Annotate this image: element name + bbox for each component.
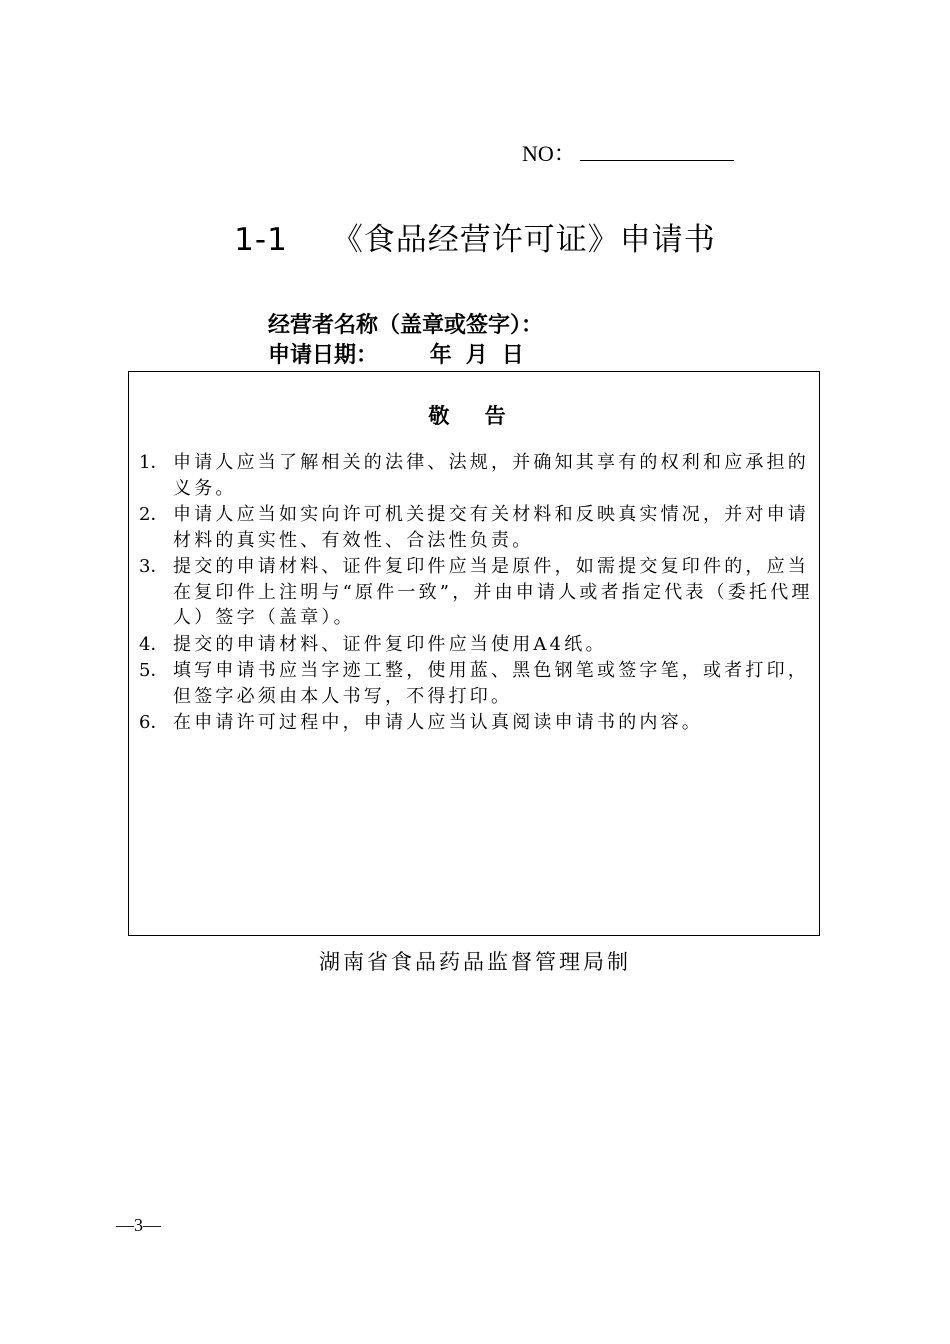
notice-item xyxy=(139,502,815,553)
notice-item-text: 提交的申请材料、证件复印件应当使用A4纸。 xyxy=(173,633,607,655)
notice-item xyxy=(139,632,815,658)
notice-item-text: 申请人应当如实向许可机关提交有关材料和反映真实情况，并对申请材料的真实性、有效性、合法性负责。 xyxy=(173,504,809,551)
notice-item-index: 2． xyxy=(139,504,169,525)
issuing-organization: 湖南省食品药品监督管理局制 xyxy=(319,950,631,974)
date-day-label: 日 xyxy=(501,343,524,368)
application-date-label: 申请日期： xyxy=(268,343,379,368)
notice-item-text: 提交的申请材料、证件复印件应当是原件，如需提交复印件的，应当在复印件上注明与“原件一致”，并由申请人或者指定代表（委托代理人）签字（盖章）。 xyxy=(173,556,813,628)
notice-item-text: 在申请许可过程中，申请人应当认真阅读申请书的内容。 xyxy=(173,712,703,733)
title-number: 1-1 xyxy=(234,222,288,258)
date-year-label: 年 xyxy=(429,343,452,368)
document-number-label: NO： xyxy=(522,141,576,166)
notice-item-index: 5． xyxy=(139,660,169,681)
application-date-line xyxy=(268,342,524,370)
notice-item xyxy=(139,710,815,736)
notice-item-text: 填写申请书应当字迹工整，使用蓝、黑色钢笔或签字笔，或者打印，但签字必须由本人书写，不得打印。 xyxy=(173,660,809,707)
notice-item-index: 1． xyxy=(139,452,169,473)
notice-item-text: 申请人应当了解相关的法律、法规，并确知其享有的权利和应承担的义务。 xyxy=(173,452,809,499)
document-number-field xyxy=(522,138,734,168)
page-number: —3— xyxy=(116,1215,161,1235)
date-month-label: 月 xyxy=(465,343,488,368)
title-text: 《食品经营许可证》申请书 xyxy=(331,222,716,258)
notice-item-index: 3． xyxy=(139,556,169,577)
document-number-blank xyxy=(580,138,734,161)
operator-name-label: 经营者名称（盖章或签字）： xyxy=(268,313,544,338)
notice-item-index: 4． xyxy=(139,633,169,655)
notice-item xyxy=(139,658,815,709)
notice-title: 敬 告 xyxy=(428,404,520,428)
notice-list xyxy=(139,450,815,737)
notice-box xyxy=(128,371,820,936)
notice-item-index: 6． xyxy=(139,712,169,733)
page-title xyxy=(0,218,950,262)
notice-item xyxy=(139,554,815,631)
notice-item xyxy=(139,450,815,501)
